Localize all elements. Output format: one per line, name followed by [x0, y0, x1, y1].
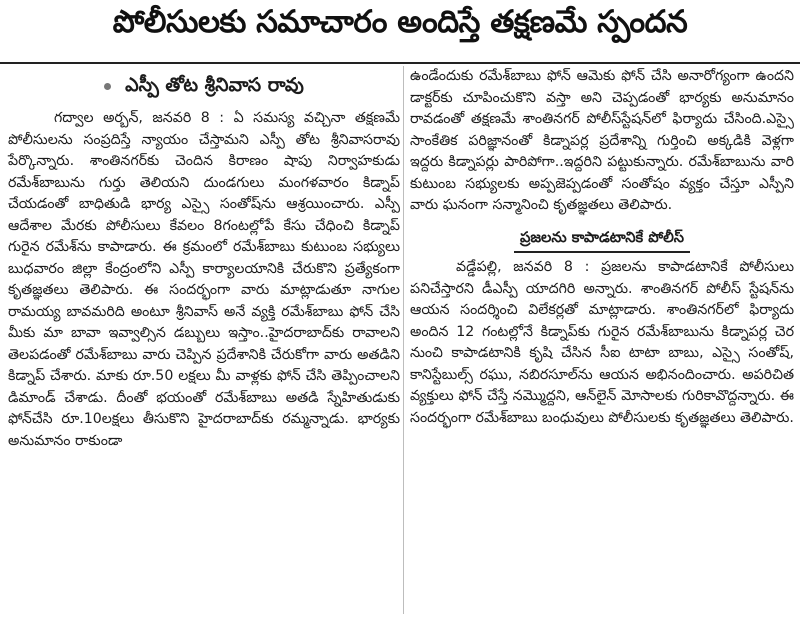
- right-paragraph-2: వడ్డేపల్లి, జనవరి 8 : ప్రజలను కాపాడటానికే పోలీసులు పనిచేస్తారని డీఎస్పీ యాదగిరి అన్నారు. శాంతినగర్ పోలీస్ స్టేషన్‌ను ఆయన సందర్శించి విలేకర్లతో మాట్లాడారు. శాంతినగర్‌లో ఫిర్యాదు అందిన 12 గంటల్లోనే కిడ్నాప్‌కు గురైన రమేశ్‌బాబును కిడ్నాపర్ల చెర నుంచి కాపాడటానికి కృషి చేసిన సీఐ టాటా బాబు, ఎస్సై సంతోష్, కానిస్టేబుల్స్ రఘు, నబిరసూల్‌ను ఆయన అభినందించారు. అపరిచిత వ్యక్తులు ఫోన్ చేస్తే నమ్మొద్దని, ఆన్‌లైన్ మోసాలకు గురికావొద్దన్నారు. ఈ సందర్భంగా రమేశ్‌బాబు బంధువులు పోలీసులకు కృతజ్ఞతలు తెలిపారు.: [410, 259, 794, 426]
- subheading-text: ప్రజలను కాపాడటానికే పోలీస్: [514, 225, 690, 254]
- byline: [8, 66, 400, 106]
- left-paragraph: గద్వాల అర్బన్, జనవరి 8 : ఏ సమస్య వచ్చినా తక్షణమే పోలీసులను సంప్రదిస్తే న్యాయం చేస్తామని ఎస్పీ తోట శ్రీనివాసరావు పేర్కొన్నారు. శాంతినగర్‌కు చెందిన కిరాణం షాపు నిర్వాహకుడు రమేశ్‌బాబును గుర్తు తెలియని దుండగులు మంగళవారం కిడ్నాప్ చేయడంతో బాధితుడి భార్య ఎస్సై సంతోష్‌ను ఆశ్రయించారు. ఎస్పీ ఆదేశాల మేరకు పోలీసులు కేవలం 8గంటల్లోపే కేసు చేధించి కిడ్నాప్ గురైన రమేశ్‌ను కాపాడారు. ఈ క్రమంలో రమేశ్‌బాబు కుటుంబ సభ్యులు బుధవారం జిల్లా కేంద్రంలోని ఎస్పీ కార్యాలయానికి చేరుకొని ప్రత్యేకంగా కృతజ్ఞతలు తెలిపారు. ఈ సందర్భంగా వారు మాట్లాడుతూ నాగుల రామయ్య బావమరిది అంటూ శ్రీనివాస్ అనే వ్యక్తి రమేశ్‌బాబు ఫోన్ చేసి మీకు మా బావా ఇవ్వాల్సిన డబ్బులు ఇస్తాం..హైదరాబాద్‌కు రావాలని తెలపడంతో రమేశ్‌బాబు వారు చెప్పిన ప్రదేశానికి చేరుకోగా వారు అతడిని కిడ్నాప్ చేశారు. మాకు రూ.50 లక్షలు మీ వాళ్లకు ఫోన్ చేసి తెప్పించాలని డిమాండ్ చేశాడు. దీంతో భయంతో రమేశ్‌బాబు అతడి స్నేహితుడుకు ఫోన్‌చేసి రూ.10లక్షలు తీసుకొని హైదరాబాద్‌కు రమ్మన్నాడు. భార్యకు అనుమానం రాకుండా: [8, 110, 400, 449]
- right-paragraph: ఉండేందుకు రమేశ్‌బాబు ఫోన్ ఆమెకు ఫోన్ చేసి అనారోగ్యంగా ఉందని డాక్టర్‌కు చూపించుకొని వస్తా అని చెప్పడంతో భార్యకు అనుమానం రావడంతో తక్షణమే శాంతినగర్ పోలీస్‌స్టేషన్‌లో ఫిర్యాదు చేసింది.ఎస్సై సాంకేతిక పరిజ్ఞానంతో కిడ్నాపర్ల ప్రదేశాన్ని గుర్తించి అక్కడికి వెళ్లగా ఇద్దరు కిడ్నాపర్లు పారిపోగా..ఇద్దరిని పట్టుకున్నారు. రమేశ్‌బాబును వారి కుటుంబ సభ్యులకు అప్పజెప్పడంతో సంతోషం వ్యక్తం చేస్తూ ఎస్పీని వారు ఘనంగా సన్మానించి కృతజ్ఞతలు తెలిపారు.: [410, 68, 794, 213]
- right-column: [410, 66, 794, 429]
- subheading: [410, 225, 794, 254]
- byline-text: ఎస్పీ తోట శ్రీనివాస రావు: [125, 74, 304, 97]
- bullet-icon: [104, 83, 111, 90]
- headline: పోలీసులకు సమాచారం అందిస్తే తక్షణమే స్పందన: [112, 4, 688, 40]
- headline-rule: [0, 62, 800, 64]
- column-divider: [403, 66, 404, 614]
- left-column: [8, 66, 400, 452]
